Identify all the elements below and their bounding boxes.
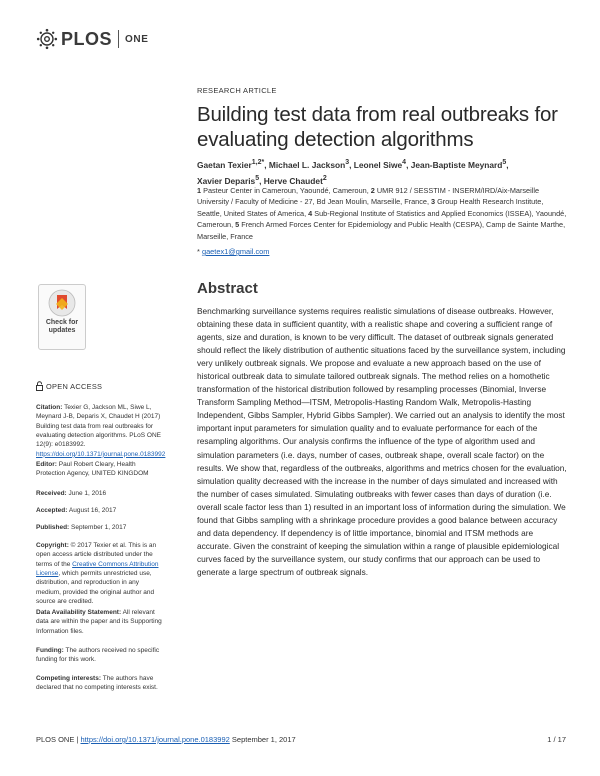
data-availability-label: Data Availability Statement: <box>36 609 122 616</box>
competing-text: The authors have declared that no competing interests exist. <box>36 675 158 692</box>
footer-separator: | <box>76 735 79 744</box>
data-availability-text: All relevant data are within the paper and its Supporting Information files. <box>36 609 162 635</box>
corresponding-email-link[interactable]: gaetex1@gmail.com <box>201 247 270 256</box>
citation-label: Citation: <box>36 404 63 411</box>
published-block <box>36 523 164 532</box>
affiliations <box>197 185 567 242</box>
affiliation-text: Group Health Research Institute, Seattle, United States of America, <box>197 197 544 218</box>
accepted-block <box>36 506 164 515</box>
funding-label: Funding: <box>36 647 64 654</box>
journal-name: ONE <box>125 33 149 45</box>
author-name[interactable]: Michael L. Jackson <box>268 159 346 170</box>
author-name[interactable]: Jean-Baptiste Meynard <box>410 159 503 170</box>
affiliation-number: 5 <box>235 220 240 230</box>
citation-block <box>36 403 164 459</box>
plos-logo-icon <box>36 28 58 50</box>
author-name[interactable]: Herve Chaudet <box>263 175 323 186</box>
funding-text: The authors received no specific funding for this work. <box>36 647 160 664</box>
copyright-label: Copyright: <box>36 542 69 549</box>
copyright-block <box>36 541 164 606</box>
published-date: September 1, 2017 <box>71 524 127 531</box>
article-type: RESEARCH ARTICLE <box>197 86 277 95</box>
footer-date: September 1, 2017 <box>231 735 296 744</box>
copyright-text-cont: , which permits unrestricted use, distribution, and reproduction in any medium, provided the original author and source are credited. <box>36 570 155 606</box>
data-availability-block <box>36 608 164 636</box>
check-for-updates-badge[interactable] <box>38 284 86 350</box>
corresponding-mark: * <box>197 247 200 256</box>
accepted-label: Accepted: <box>36 507 68 514</box>
abstract-heading: Abstract <box>197 280 258 297</box>
footer-doi-link[interactable]: https://doi.org/10.1371/journal.pone.0183992 <box>80 735 230 744</box>
corresponding-author <box>197 247 567 256</box>
article-title: Building test data from real outbreaks for evaluating detection algorithms <box>197 103 558 151</box>
affiliation-text: UMR 912 / SESSTIM - INSERM/IRD/Aix-Marseille University / Faculty of Medicine - 27, Bd Jean Moulin, Marseille, France, <box>197 186 540 207</box>
affiliation-text: Pasteur Center in Cameroun, Yaoundé, Cameroun, <box>203 186 369 195</box>
corresponding-author-mark: * <box>261 159 265 166</box>
page-footer <box>36 735 566 744</box>
author-affil-sup: 5 <box>502 159 507 166</box>
author-list: Gaetan Texier$^{1,2*}$, Michael L. Jackson$^3$, Leonel Siwe$^4$, Jean-Baptiste Meynard$^5$, Xavier Deparis$^5$, Herve Chaudet$^2$ <box>197 159 509 186</box>
author-affil-sup: 4 <box>402 159 407 166</box>
footer-journal: PLOS ONE <box>36 735 75 744</box>
funding-block <box>36 646 164 665</box>
open-lock-icon <box>36 381 43 391</box>
open-access-label: OPEN ACCESS <box>46 381 103 391</box>
editor-label: Editor: <box>36 461 57 468</box>
author-name[interactable]: Leonel Siwe <box>353 159 403 170</box>
affiliation-number: 4 <box>308 208 313 218</box>
competing-interests-block <box>36 674 164 693</box>
plos-one-logo <box>36 28 149 50</box>
editor-block <box>36 460 164 479</box>
competing-label: Competing interests: <box>36 675 102 682</box>
author-affil-sup: 2 <box>322 174 327 182</box>
author-name[interactable]: Gaetan Texier <box>197 159 252 170</box>
citation-text: Texier G, Jackson ML, Siwe L, Meynard J-B, Deparis X, Chaudet H (2017) Building test data from real outbreaks for evaluating detection algorithms. PLoS ONE 12(9): e0183992. <box>36 404 162 449</box>
logo-divider <box>118 30 119 48</box>
crossmark-icon <box>48 289 76 317</box>
copyright-text: © 2017 Texier et al. This is an open access article distributed under the terms of the <box>36 542 157 568</box>
affiliation-number: 3 <box>431 197 436 207</box>
cc-license-link[interactable]: Creative Commons Attribution License <box>36 560 159 578</box>
badge-label: Check for updates <box>45 319 79 334</box>
received-label: Received: <box>36 490 67 497</box>
author-name[interactable]: Xavier Deparis <box>197 175 256 186</box>
citation-doi-link[interactable]: https://doi.org/10.1371/journal.pone.0183992 <box>36 450 166 458</box>
published-label: Published: <box>36 524 70 531</box>
author-affil-sup: 5 <box>255 174 260 182</box>
affiliation-number: 1 <box>197 186 202 195</box>
received-block <box>36 489 164 498</box>
abstract-text: Benchmarking surveillance systems requires realistic simulations of disease outbreaks. However, obtaining these data in sufficient quantity, with a realistic shape and covering a sufficient range of agents, size and duration, is known to be very difficult. The dataset of outbreak signals generated should reflect the likely distribution of authentic situations faced by the surveillance system, including very unlikely outbreak signals. We propose and evaluate a new approach based on the use of historical outbreak data to simulate tailored outbreak signals. The method relies on a homothetic transformation of the historical distribution followed by resampling processes (Binomial, Inverse Transform Sampling Method—ITSM, Metropolis-Hasting Random Walk, Metropolis-Hasting Independent, Gibbs Sampler, Hybrid Gibbs Sampler). We carried out an analysis to identify the most important input parameters for simulation quality and to evaluate performance for each of the resampling algorithms. Our analysis confirms the influence of the type of algorithm used and simulation parameters (i.e. days, number of cases, outbreak shape, overall scale factor) on the results. We show that, regardless of the outbreaks, algorithms and metrics chosen for the evaluation, simulation quality decreased with the increase in the number of days simulated and increased with the number of cases simulated. Simulating outbreaks with fewer cases than days of duration (i.e. overall scale factor less than 1) resulted in an important loss of information during the simulation. We found that Gibbs sampling with a shrinkage procedure provides a good balance between accuracy and data dependency. If dependency is of little importance, binomial and ITSM methods are accurate. Given the constraint of keeping the simulation within a range of plausible epidemiological curves faced by the surveillance system, our study confirms that our approach can be used to generate a large spectrum of outbreak signals. <box>197 306 567 577</box>
received-date: June 1, 2016 <box>68 490 107 497</box>
editor-text: Paul Robert Cleary, Health Protection Agency, UNITED KINGDOM <box>36 461 149 478</box>
accepted-date: August 16, 2017 <box>68 507 117 514</box>
logo-text: PLOS <box>61 28 113 49</box>
affiliation-text: Sub-Regional Institute of Statistics and Applied Economics (ISSEA), Yaoundé, Cameroun, <box>197 208 567 230</box>
author-affil-sup: 3 <box>345 159 350 166</box>
open-access <box>36 381 164 391</box>
affiliation-number: 2 <box>370 186 375 195</box>
page-number: 1 / 17 <box>547 735 566 744</box>
affiliation-text: French Armed Forces Center for Epidemiology and Public Health (CESPA), Camp de Sainte Marthe, Marseille, France <box>197 220 566 241</box>
author-affil-sup: 1,2 <box>251 159 262 166</box>
